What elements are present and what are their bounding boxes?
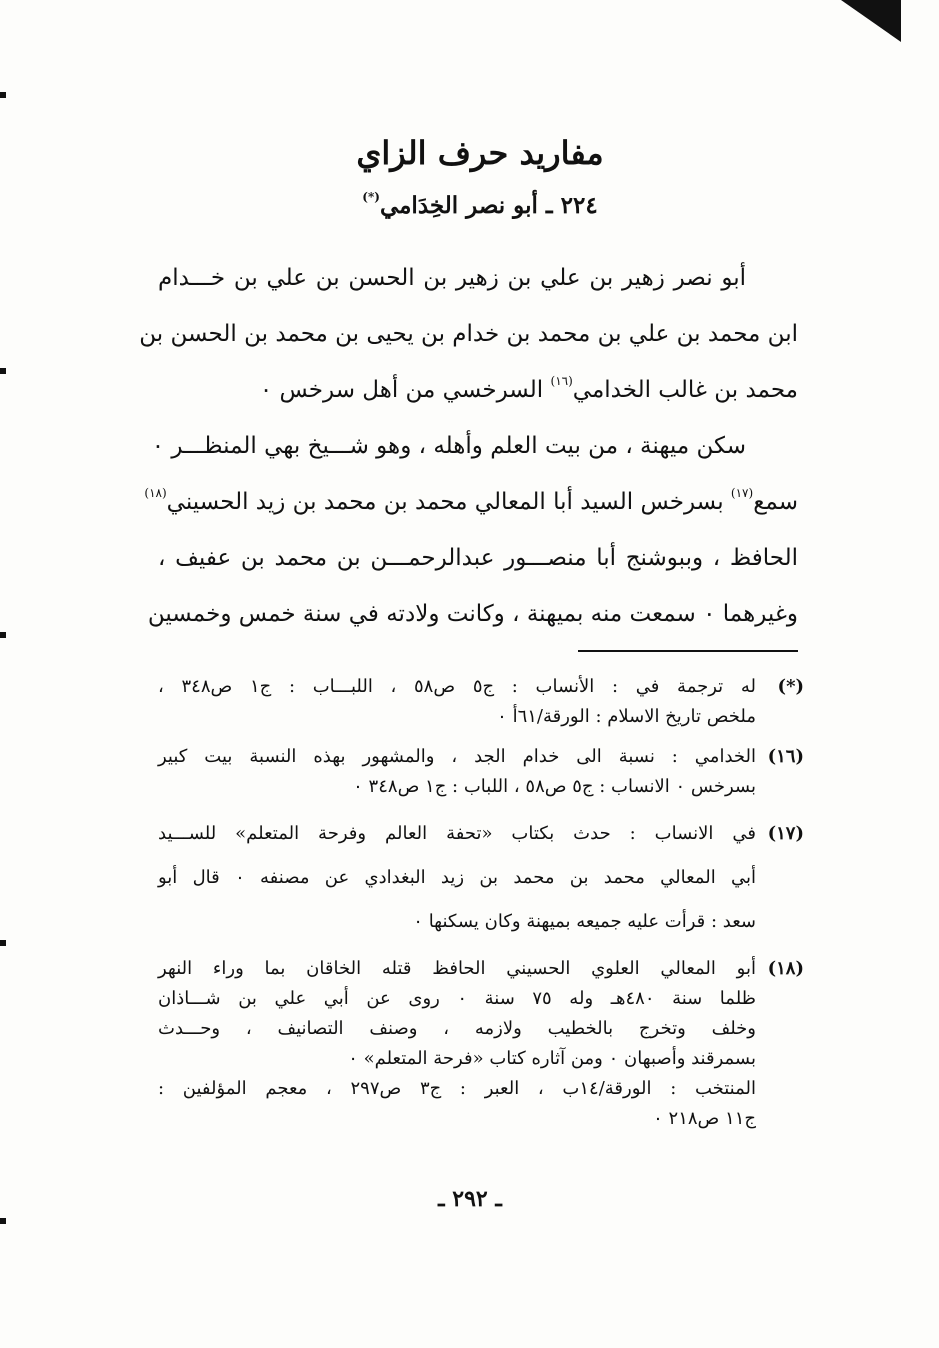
footnote-line: ج١١ ص٢١٨ ٠ <box>653 1108 756 1129</box>
footnote-ref-16: (١٦) <box>550 374 573 388</box>
body-line-text: بسرخس السيد أبا المعالي محمد بن محمد بن زيد الحسيني <box>166 489 724 515</box>
footnote-line: سعد : قرأت عليه جميعه بميهنة وكان يسكنها ٠ <box>413 911 756 932</box>
body-text <box>139 250 798 642</box>
footnote-separator <box>578 650 798 652</box>
footnote-number: (١٦) <box>767 746 804 767</box>
footnotes <box>158 672 804 1144</box>
footnote-ref-18: (١٨) <box>144 486 167 500</box>
footnote-line: له ترجمة في : الأنساب : ج٥ ص٥٨ ، اللبـــاب : ج١ ص٣٤٨ ، <box>158 676 756 697</box>
body-line <box>158 362 798 418</box>
footnote-line: المنتخب : الورقة/١٤ب ، العبر : ج٣ ص٢٩٧ ، معجم المؤلفين : <box>158 1078 756 1099</box>
edge-mark <box>0 1218 6 1224</box>
body-line-text: سمع <box>753 489 798 515</box>
body-line-text: محمد بن غالب الخدامي <box>572 377 798 403</box>
entry-marker: (*) <box>362 190 380 204</box>
body-line <box>144 474 798 530</box>
body-line: وغيرهما ٠ سمعت منه بميهنة ، وكانت ولادته في سنة خمس وخمسين <box>147 601 798 627</box>
body-line-text: السرخسي من أهل سرخس ٠ <box>259 377 544 403</box>
edge-mark <box>0 368 6 374</box>
page-number: ـ ٢٩٢ ـ <box>438 1186 502 1212</box>
footnote-line: في الانساب : حدث بكتاب «تحفة العالم وفرحة المتعلم» للســـيد <box>158 823 756 844</box>
footnote-line: وخلف وتخرج بالخطيب ولازمه ، وصنف التصانيف ، وحـــدث <box>158 1018 756 1039</box>
footnote-number: (١٨) <box>767 958 804 979</box>
footnote-number: (*) <box>777 676 804 697</box>
entry-title-text: ٢٢٤ ـ أبو نصر الخِدَامي <box>379 192 598 219</box>
edge-mark <box>0 940 6 946</box>
footnote-line: ملخص تاريخ الاسلام : الورقة/٦١أ ٠ <box>497 706 756 727</box>
footnote-line: أبو المعالي العلوي الحسيني الحافظ قتله الخاقان بما وراء النهر <box>158 958 756 979</box>
body-line: أبو نصر زهير بن علي بن زهير بن الحسن بن علي بن خـــدام <box>158 265 746 291</box>
footnote-line: بسمرقند وأصبهان ٠ ومن آثاره كتاب «فرحة المتعلم» ٠ <box>348 1048 756 1069</box>
footnote <box>158 812 804 944</box>
entry-title <box>160 192 800 219</box>
footnote-line: الخدامي : نسبة الى خدام الجد ، والمشهور بهذه النسبة بيت كبير <box>158 746 756 767</box>
body-line: سكن ميهنة ، من بيت العلم وأهله ، وهو شـــيخ بهي المنظـــر ٠ <box>151 433 746 459</box>
edge-mark <box>0 632 6 638</box>
corner-triangle-mark <box>841 0 901 42</box>
footnote-line: بسرخس ٠ الانساب : ج٥ ص٥٨ ، اللباب : ج١ ص٣٤٨ ٠ <box>353 776 756 797</box>
footnote-number: (١٧) <box>767 823 804 844</box>
footnote <box>158 742 804 802</box>
footnote <box>158 954 804 1134</box>
footnote-ref-17: (١٧) <box>730 486 754 500</box>
footnote <box>158 672 804 732</box>
footnote-line: أبي المعالي محمد بن محمد بن زيد البغدادي عن مصنفه ٠ قال أبو <box>158 867 757 888</box>
footnote-line: ظلما سنة ٤٨٠هـ وله ٧٥ سنة ٠ روى عن أبي علي بن شـــاذان <box>158 988 756 1009</box>
edge-mark <box>0 92 6 98</box>
body-line: الحافظ ، وببوشنج أبا منصـــور عبدالرحمـــن بن محمد بن عفيف ، <box>158 545 798 571</box>
section-title: مفاريد حرف الزاي <box>356 134 604 172</box>
body-line: ابن محمد بن علي بن محمد بن خدام بن يحيى بن محمد بن الحسن بن <box>139 321 798 347</box>
